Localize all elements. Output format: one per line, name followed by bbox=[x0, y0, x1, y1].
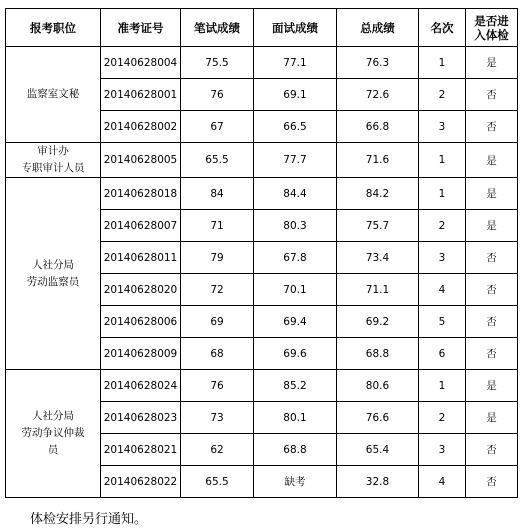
exam-id-cell: 20140628021 bbox=[101, 434, 181, 466]
physical-exam-cell: 是 bbox=[466, 47, 518, 79]
written-score-cell: 84 bbox=[181, 178, 254, 210]
total-score-cell: 71.1 bbox=[337, 274, 419, 306]
written-score-cell: 79 bbox=[181, 242, 254, 274]
header-exam-id: 准考证号 bbox=[101, 9, 181, 47]
exam-id-cell: 20140628018 bbox=[101, 178, 181, 210]
rank-cell: 2 bbox=[419, 402, 466, 434]
total-score-cell: 72.6 bbox=[337, 79, 419, 111]
notice-text: 体检安排另行通知。 bbox=[30, 512, 148, 527]
written-score-cell: 65.5 bbox=[181, 143, 254, 178]
exam-id-cell: 20140628001 bbox=[101, 79, 181, 111]
interview-score-cell: 85.2 bbox=[254, 370, 337, 402]
rank-cell: 3 bbox=[419, 242, 466, 274]
rank-cell: 6 bbox=[419, 338, 466, 370]
total-score-cell: 73.4 bbox=[337, 242, 419, 274]
interview-score-cell: 70.1 bbox=[254, 274, 337, 306]
rank-cell: 2 bbox=[419, 210, 466, 242]
physical-exam-cell: 否 bbox=[466, 274, 518, 306]
exam-id-cell: 20140628020 bbox=[101, 274, 181, 306]
total-score-cell: 32.8 bbox=[337, 466, 419, 498]
interview-score-cell: 缺考 bbox=[254, 466, 337, 498]
physical-exam-cell: 否 bbox=[466, 466, 518, 498]
rank-cell: 3 bbox=[419, 434, 466, 466]
rank-cell: 1 bbox=[419, 143, 466, 178]
written-score-cell: 62 bbox=[181, 434, 254, 466]
results-table bbox=[5, 8, 518, 498]
exam-id-cell: 20140628006 bbox=[101, 306, 181, 338]
total-score-cell: 71.6 bbox=[337, 143, 419, 178]
header-row bbox=[6, 9, 518, 47]
header-rank: 名次 bbox=[419, 9, 466, 47]
written-score-cell: 67 bbox=[181, 111, 254, 143]
exam-id-cell: 20140628022 bbox=[101, 466, 181, 498]
table-row bbox=[6, 178, 518, 210]
total-score-cell: 66.8 bbox=[337, 111, 419, 143]
interview-score-cell: 66.5 bbox=[254, 111, 337, 143]
interview-score-cell: 77.1 bbox=[254, 47, 337, 79]
header-position: 报考职位 bbox=[6, 9, 101, 47]
written-score-cell: 68 bbox=[181, 338, 254, 370]
position-cell: 审计办 专职审计人员 bbox=[6, 143, 101, 178]
interview-score-cell: 77.7 bbox=[254, 143, 337, 178]
rank-cell: 1 bbox=[419, 178, 466, 210]
written-score-cell: 73 bbox=[181, 402, 254, 434]
written-score-cell: 65.5 bbox=[181, 466, 254, 498]
physical-exam-cell: 是 bbox=[466, 178, 518, 210]
header-interview-score: 面试成绩 bbox=[254, 9, 337, 47]
interview-score-cell: 69.1 bbox=[254, 79, 337, 111]
interview-score-cell: 69.6 bbox=[254, 338, 337, 370]
position-cell: 监察室文秘 bbox=[6, 47, 101, 143]
exam-id-cell: 20140628011 bbox=[101, 242, 181, 274]
exam-id-cell: 20140628009 bbox=[101, 338, 181, 370]
written-score-cell: 76 bbox=[181, 79, 254, 111]
interview-score-cell: 68.8 bbox=[254, 434, 337, 466]
total-score-cell: 69.2 bbox=[337, 306, 419, 338]
rank-cell: 1 bbox=[419, 370, 466, 402]
total-score-cell: 76.6 bbox=[337, 402, 419, 434]
total-score-cell: 65.4 bbox=[337, 434, 419, 466]
position-cell: 人社分局 劳动争议仲裁 员 bbox=[6, 370, 101, 498]
written-score-cell: 76 bbox=[181, 370, 254, 402]
table-row bbox=[6, 143, 518, 178]
table-row bbox=[6, 47, 518, 79]
written-score-cell: 75.5 bbox=[181, 47, 254, 79]
physical-exam-cell: 是 bbox=[466, 402, 518, 434]
header-written-score: 笔试成绩 bbox=[181, 9, 254, 47]
physical-exam-cell: 否 bbox=[466, 111, 518, 143]
exam-id-cell: 20140628023 bbox=[101, 402, 181, 434]
total-score-cell: 68.8 bbox=[337, 338, 419, 370]
exam-id-cell: 20140628002 bbox=[101, 111, 181, 143]
physical-exam-cell: 是 bbox=[466, 143, 518, 178]
physical-exam-cell: 否 bbox=[466, 79, 518, 111]
rank-cell: 5 bbox=[419, 306, 466, 338]
written-score-cell: 72 bbox=[181, 274, 254, 306]
total-score-cell: 76.3 bbox=[337, 47, 419, 79]
interview-score-cell: 84.4 bbox=[254, 178, 337, 210]
exam-id-cell: 20140628005 bbox=[101, 143, 181, 178]
physical-exam-cell: 否 bbox=[466, 434, 518, 466]
total-score-cell: 80.6 bbox=[337, 370, 419, 402]
written-score-cell: 69 bbox=[181, 306, 254, 338]
table-row bbox=[6, 370, 518, 402]
interview-score-cell: 67.8 bbox=[254, 242, 337, 274]
rank-cell: 4 bbox=[419, 274, 466, 306]
total-score-cell: 84.2 bbox=[337, 178, 419, 210]
physical-exam-cell: 否 bbox=[466, 306, 518, 338]
interview-score-cell: 80.1 bbox=[254, 402, 337, 434]
header-total-score: 总成绩 bbox=[337, 9, 419, 47]
rank-cell: 4 bbox=[419, 466, 466, 498]
physical-exam-cell: 否 bbox=[466, 338, 518, 370]
results-body bbox=[6, 47, 518, 498]
written-score-cell: 71 bbox=[181, 210, 254, 242]
physical-exam-cell: 是 bbox=[466, 210, 518, 242]
interview-score-cell: 69.4 bbox=[254, 306, 337, 338]
interview-score-cell: 80.3 bbox=[254, 210, 337, 242]
exam-id-cell: 20140628024 bbox=[101, 370, 181, 402]
rank-cell: 2 bbox=[419, 79, 466, 111]
exam-id-cell: 20140628007 bbox=[101, 210, 181, 242]
position-cell: 人社分局 劳动监察员 bbox=[6, 178, 101, 370]
exam-id-cell: 20140628004 bbox=[101, 47, 181, 79]
rank-cell: 1 bbox=[419, 47, 466, 79]
total-score-cell: 75.7 bbox=[337, 210, 419, 242]
rank-cell: 3 bbox=[419, 111, 466, 143]
physical-exam-cell: 否 bbox=[466, 242, 518, 274]
header-physical-exam: 是否进 入体检 bbox=[466, 9, 518, 47]
physical-exam-cell: 是 bbox=[466, 370, 518, 402]
